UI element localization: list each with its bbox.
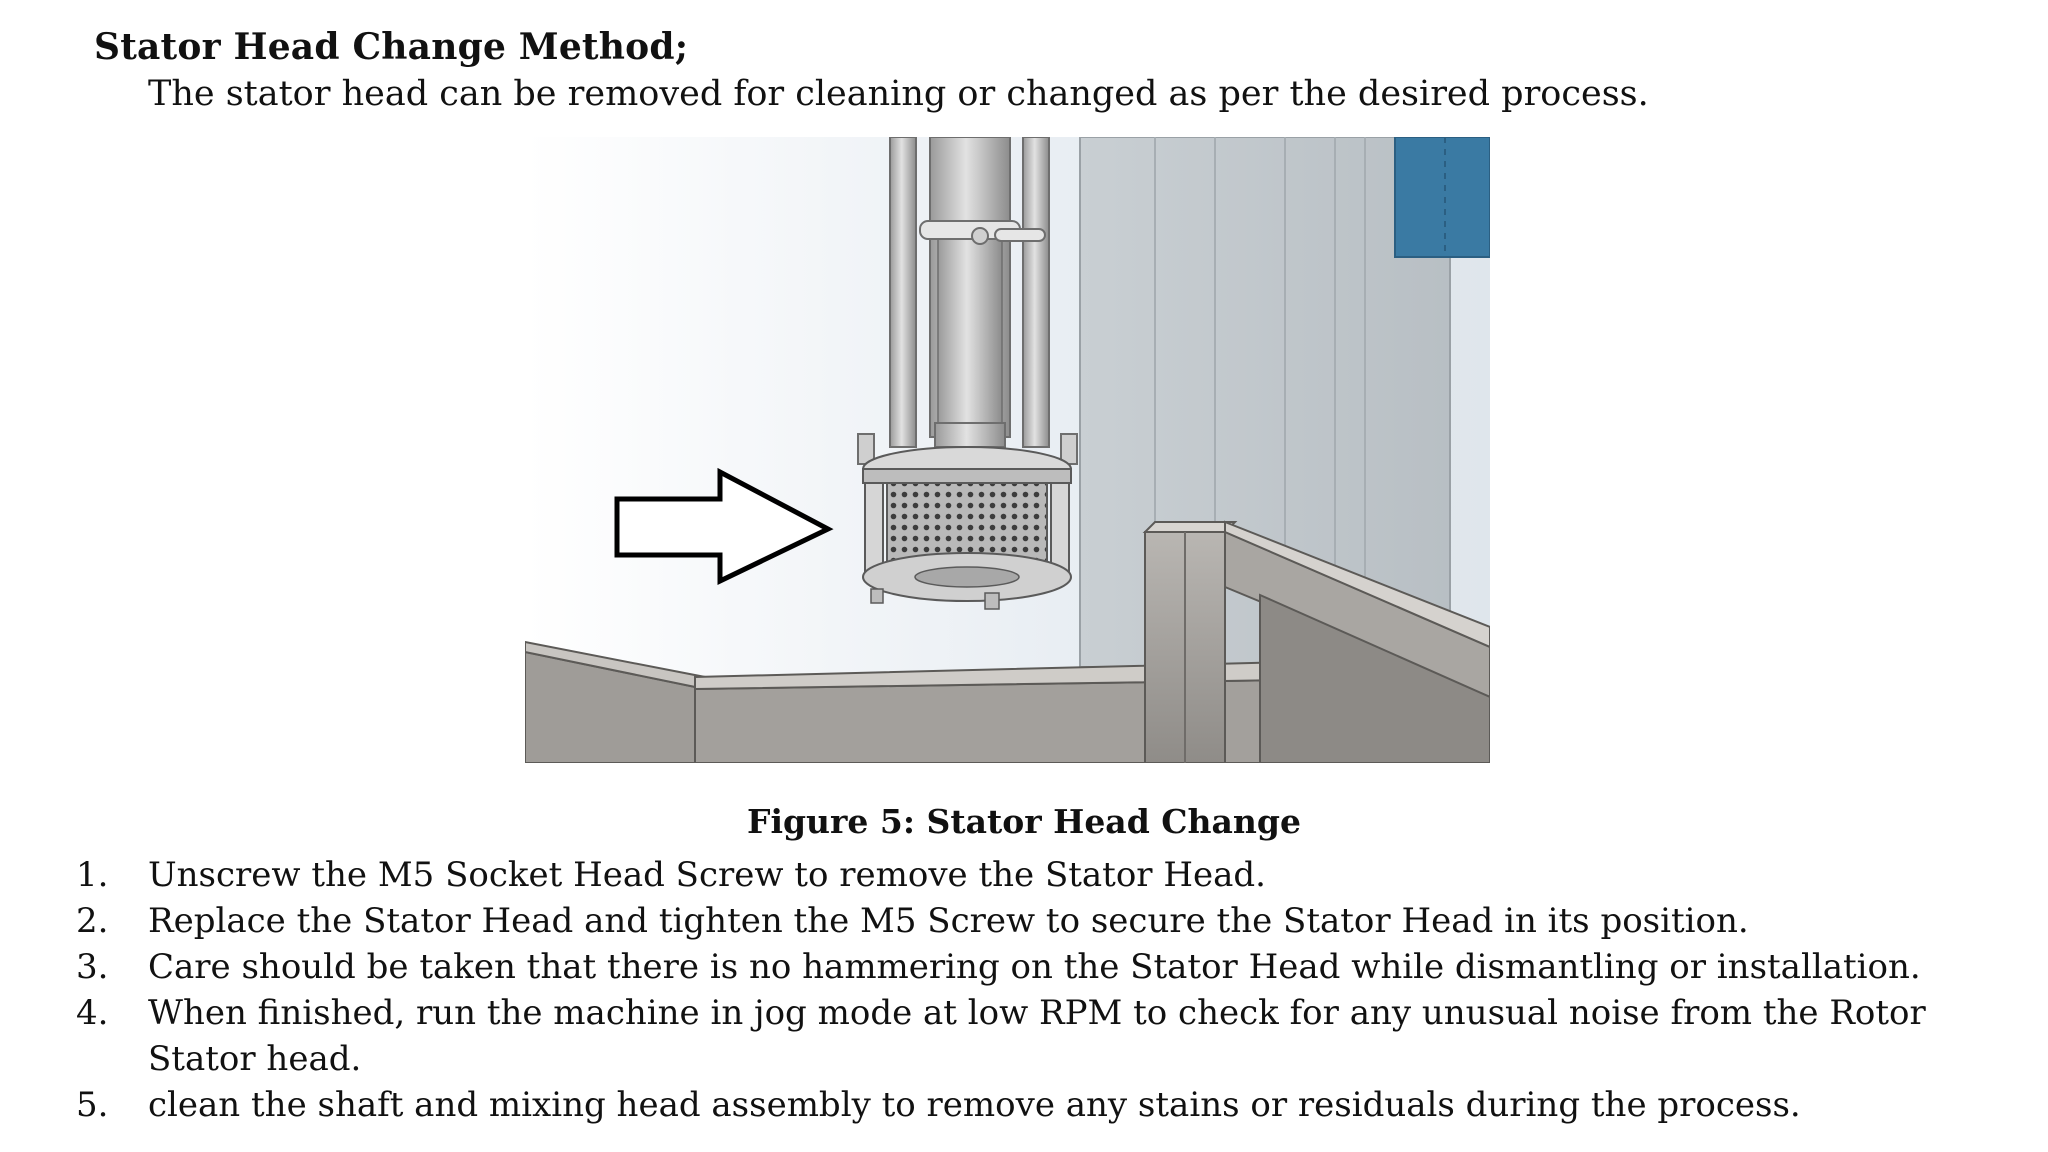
step-number: 5. — [76, 1085, 109, 1125]
step-text: Unscrew the M5 Socket Head Screw to remove the Stator Head. — [148, 855, 1266, 895]
step-number: 4. — [76, 993, 109, 1033]
step-text: Care should be taken that there is no hammering on the Stator Head while dismantling or installation. — [148, 947, 1921, 987]
figure-caption: Figure 5: Stator Head Change — [747, 802, 1301, 841]
step-number: 3. — [76, 947, 109, 987]
step-number: 1. — [76, 855, 109, 895]
support-rods — [890, 137, 1049, 447]
step-number: 2. — [76, 901, 109, 941]
step-text: clean the shaft and mixing head assembly to remove any stains or residuals during the process. — [148, 1085, 1801, 1125]
step-text: Replace the Stator Head and tighten the M5 Screw to secure the Stator Head in its position. — [148, 901, 1749, 941]
list-item — [76, 944, 2016, 990]
list-item — [76, 898, 2016, 944]
stator-head-figure — [525, 137, 1490, 763]
list-item — [76, 990, 2016, 1082]
step-text: When finished, run the machine in jog mode at low RPM to check for any unusual noise from the Rotor Stator head. — [148, 993, 1926, 1079]
section-heading: Stator Head Change Method; — [94, 26, 689, 68]
list-item — [76, 1082, 2016, 1128]
list-item — [76, 852, 2016, 898]
intro-paragraph: The stator head can be removed for cleaning or changed as per the desired process. — [148, 74, 1649, 114]
instruction-steps — [76, 852, 2016, 1128]
